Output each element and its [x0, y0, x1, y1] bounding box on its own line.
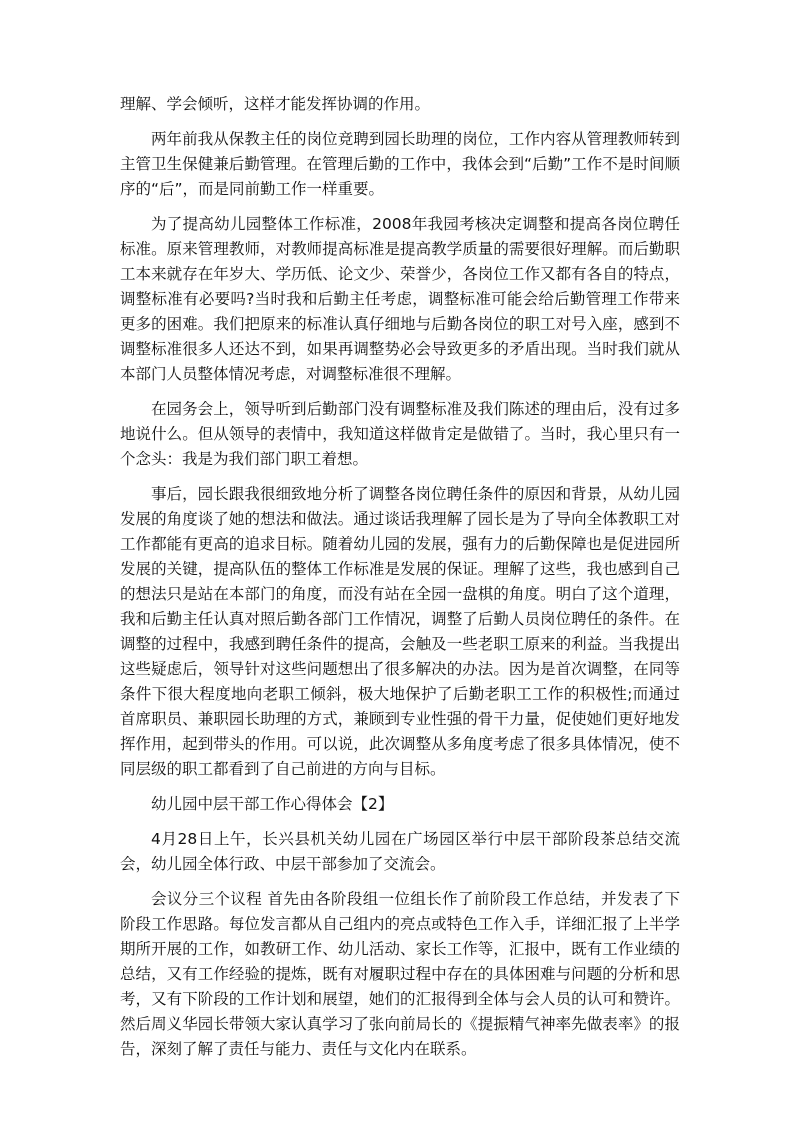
paragraph: 4月28日上午，长兴县机关幼儿园在广场园区举行中层干部阶段茶总结交流会，幼儿园全体行政、中层干部参加了交流会。 — [120, 830, 680, 873]
paragraph: 两年前我从保教主任的岗位竞聘到园长助理的岗位，工作内容从管理教师转到主管卫生保健兼后勤管理。在管理后勤的工作中，我体会到“后勤”工作不是时间顺序的“后”，而是同前勤工作一样重要。 — [120, 130, 680, 198]
document-body — [120, 92, 680, 1072]
paragraph: 会议分三个议程 首先由各阶段组一位组长作了前阶段工作总结，并发表了下阶段工作思路。每位发言都从自己组内的亮点或特色工作入手，详细汇报了上半学期所开展的工作，如教研工作、幼儿活动、家长工作等，汇报中，既有工作业绩的总结，又有工作经验的提炼，既有对履职过程中存在的具体困难与问题的分析和思考，又有下阶段的工作计划和展望，她们的汇报得到全体与会人员的认可和赞许。然后周义华园长带领大家认真学习了张向前局长的《提振精气神率先做表率》的报告，深刻了解了责任与能力、责任与文化内在联系。 — [120, 890, 680, 1058]
paragraph: 为了提高幼儿园整体工作标准，2008年我园考核决定调整和提高各岗位聘任标准。原来管理教师，对教师提高标准是提高教学质量的需要很好理解。而后勤职工本来就存在年岁大、学历低、论文少、荣誉少，各岗位工作又都有各自的特点，调整标准有必要吗?当时我和后勤主任考虑，调整标准可能会给后勤管理工作带来更多的困难。我们把原来的标准认真仔细地与后勤各岗位的职工对号入座，感到不调整标准很多人还达不到，如果再调整势必会导致更多的矛盾出现。当时我们就从本部门人员整体情况考虑，对调整标准很不理解。 — [120, 215, 680, 383]
paragraph: 事后，园长跟我很细致地分析了调整各岗位聘任条件的原因和背景，从幼儿园发展的角度谈了她的想法和做法。通过谈话我理解了园长是为了导向全体教职工对工作都能有更高的追求目标。随着幼儿园的发展，强有力的后勤保障也是促进园所发展的关键，提高队伍的整体工作标准是发展的保证。理解了这些，我也感到自己的想法只是站在本部门的角度，而没有站在全园一盘棋的角度。明白了这个道理，我和后勤主任认真对照后勤各部门工作情况，调整了后勤人员岗位聘任的条件。在调整的过程中，我感到聘任条件的提高，会触及一些老职工原来的利益。当我提出这些疑虑后，领导针对这些问题想出了很多解决的办法。因为是首次调整，在同等条件下很大程度地向老职工倾斜，极大地保护了后勤老职工工作的积极性;而通过首席职员、兼职园长助理的方式，兼顾到专业性强的骨干力量，促使她们更好地发挥作用，起到带头的作用。可以说，此次调整从多角度考虑了很多具体情况，使不同层级的职工都看到了自己前进的方向与目标。 — [120, 485, 680, 778]
paragraph: 在园务会上，领导听到后勤部门没有调整标准及我们陈述的理由后，没有过多地说什么。但从领导的表情中，我知道这样做肯定是做错了。当时，我心里只有一个念头：我是为我们部门职工着想。 — [120, 400, 680, 468]
paragraph: 理解、学会倾听，这样才能发挥协调的作用。 — [120, 95, 431, 113]
section-title: 幼儿园中层干部工作心得体会【2】 — [151, 795, 394, 813]
